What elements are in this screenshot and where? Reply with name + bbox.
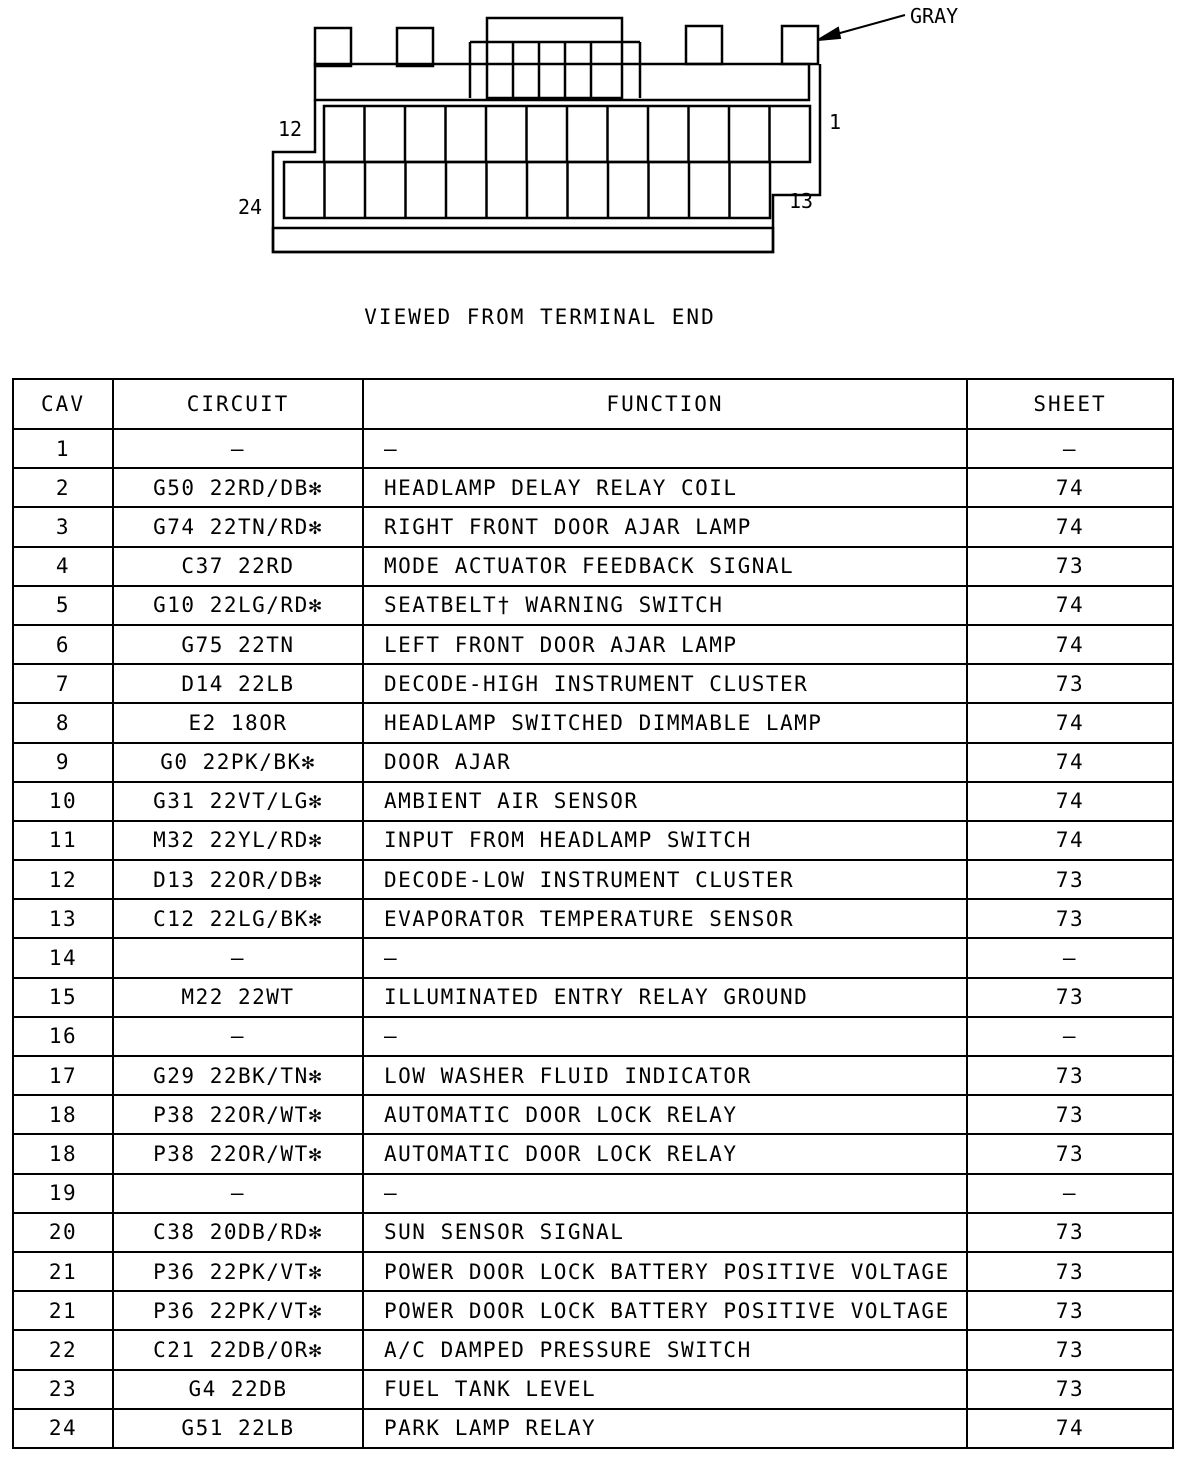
function-cell: — [363, 429, 967, 468]
table-row [13, 664, 1173, 703]
function-cell: DECODE-LOW INSTRUMENT CLUSTER [363, 860, 967, 899]
table-row [13, 1134, 1173, 1173]
circuit-cell: G31 22VT/LG✻ [113, 782, 363, 821]
table-row [13, 547, 1173, 586]
cav-cell: 20 [13, 1213, 113, 1252]
circuit-cell: G29 22BK/TN✻ [113, 1056, 363, 1095]
circuit-cell: G10 22LG/RD✻ [113, 586, 363, 625]
table-row [13, 1095, 1173, 1134]
circuit-cell: C12 22LG/BK✻ [113, 899, 363, 938]
cav-cell: 21 [13, 1291, 113, 1330]
circuit-cell: — [113, 429, 363, 468]
cav-cell: 11 [13, 821, 113, 860]
housing-outline [273, 64, 820, 252]
sheet-cell: 74 [967, 743, 1173, 782]
function-cell: HEADLAMP SWITCHED DIMMABLE LAMP [363, 703, 967, 742]
sheet-cell: 73 [967, 1213, 1173, 1252]
pinout-table [12, 378, 1174, 1449]
cav-cell: 16 [13, 1017, 113, 1056]
function-cell: AUTOMATIC DOOR LOCK RELAY [363, 1134, 967, 1173]
circuit-cell: P38 22OR/WT✻ [113, 1095, 363, 1134]
cav-cell: 17 [13, 1056, 113, 1095]
cav-cell: 10 [13, 782, 113, 821]
circuit-cell: G50 22RD/DB✻ [113, 468, 363, 507]
table-header-row [13, 379, 1173, 429]
circuit-cell: G74 22TN/RD✻ [113, 507, 363, 546]
table-row [13, 1330, 1173, 1369]
table-row [13, 821, 1173, 860]
table-row [13, 429, 1173, 468]
circuit-cell: G51 22LB [113, 1409, 363, 1448]
table-row [13, 978, 1173, 1017]
table-row [13, 1174, 1173, 1213]
function-cell: — [363, 938, 967, 977]
function-cell: POWER DOOR LOCK BATTERY POSITIVE VOLTAGE [363, 1291, 967, 1330]
pin-label-12: 12 [278, 117, 303, 141]
header-function: FUNCTION [363, 379, 967, 429]
circuit-cell: C21 22DB/OR✻ [113, 1330, 363, 1369]
cav-cell: 12 [13, 860, 113, 899]
housing-top [315, 64, 809, 100]
circuit-cell: P36 22PK/VT✻ [113, 1291, 363, 1330]
function-cell: DECODE-HIGH INSTRUMENT CLUSTER [363, 664, 967, 703]
sheet-cell: 73 [967, 1291, 1173, 1330]
circuit-cell: G4 22DB [113, 1370, 363, 1409]
table-row [13, 1056, 1173, 1095]
circuit-cell: E2 18OR [113, 703, 363, 742]
circuit-cell: — [113, 1174, 363, 1213]
cav-cell: 3 [13, 507, 113, 546]
circuit-cell: P36 22PK/VT✻ [113, 1252, 363, 1291]
sheet-cell: 73 [967, 547, 1173, 586]
sheet-cell: 73 [967, 1095, 1173, 1134]
circuit-cell: C37 22RD [113, 547, 363, 586]
sheet-cell: — [967, 1174, 1173, 1213]
cav-cell: 21 [13, 1252, 113, 1291]
circuit-cell: P38 22OR/WT✻ [113, 1134, 363, 1173]
function-cell: RIGHT FRONT DOOR AJAR LAMP [363, 507, 967, 546]
cav-cell: 24 [13, 1409, 113, 1448]
sheet-cell: 74 [967, 1409, 1173, 1448]
function-cell: — [363, 1174, 967, 1213]
pin-label-13: 13 [789, 189, 814, 213]
function-cell: INPUT FROM HEADLAMP SWITCH [363, 821, 967, 860]
circuit-cell: D14 22LB [113, 664, 363, 703]
sheet-cell: 73 [967, 860, 1173, 899]
cav-cell: 4 [13, 547, 113, 586]
function-cell: HEADLAMP DELAY RELAY COIL [363, 468, 967, 507]
header-cav: CAV [13, 379, 113, 429]
function-cell: EVAPORATOR TEMPERATURE SENSOR [363, 899, 967, 938]
function-cell: DOOR AJAR [363, 743, 967, 782]
function-cell: SUN SENSOR SIGNAL [363, 1213, 967, 1252]
sheet-cell: 74 [967, 782, 1173, 821]
table-row [13, 1017, 1173, 1056]
table-row [13, 1409, 1173, 1448]
function-cell: LOW WASHER FLUID INDICATOR [363, 1056, 967, 1095]
sheet-cell: 74 [967, 586, 1173, 625]
latch-tab [686, 26, 722, 64]
latch-tab [315, 28, 351, 66]
cav-cell: 13 [13, 899, 113, 938]
cav-cell: 19 [13, 1174, 113, 1213]
sheet-cell: 73 [967, 1134, 1173, 1173]
sheet-cell: 74 [967, 703, 1173, 742]
sheet-cell: 73 [967, 1370, 1173, 1409]
cav-cell: 18 [13, 1134, 113, 1173]
pin-label-24: 24 [238, 195, 263, 219]
connector-diagram [0, 0, 1184, 300]
header-sheet: SHEET [967, 379, 1173, 429]
circuit-cell: C38 20DB/RD✻ [113, 1213, 363, 1252]
table-row [13, 1213, 1173, 1252]
sheet-cell: 74 [967, 821, 1173, 860]
function-cell: FUEL TANK LEVEL [363, 1370, 967, 1409]
function-cell: MODE ACTUATOR FEEDBACK SIGNAL [363, 547, 967, 586]
table-row [13, 1370, 1173, 1409]
cav-cell: 5 [13, 586, 113, 625]
function-cell: SEATBELT† WARNING SWITCH [363, 586, 967, 625]
table-row [13, 625, 1173, 664]
circuit-cell: — [113, 938, 363, 977]
center-lock [487, 18, 622, 98]
table-row [13, 1252, 1173, 1291]
function-cell: LEFT FRONT DOOR AJAR LAMP [363, 625, 967, 664]
table-row [13, 782, 1173, 821]
circuit-cell: — [113, 1017, 363, 1056]
circuit-cell: G0 22PK/BK✻ [113, 743, 363, 782]
cav-cell: 2 [13, 468, 113, 507]
function-cell: ILLUMINATED ENTRY RELAY GROUND [363, 978, 967, 1017]
cav-cell: 18 [13, 1095, 113, 1134]
cav-cell: 7 [13, 664, 113, 703]
function-cell: POWER DOOR LOCK BATTERY POSITIVE VOLTAGE [363, 1252, 967, 1291]
sheet-cell: 73 [967, 1330, 1173, 1369]
pin-label-1: 1 [829, 110, 842, 134]
cav-cell: 8 [13, 703, 113, 742]
latch-tab [782, 26, 818, 64]
cav-cell: 15 [13, 978, 113, 1017]
sheet-cell: — [967, 429, 1173, 468]
table-body [13, 429, 1173, 1448]
circuit-cell: G75 22TN [113, 625, 363, 664]
sheet-cell: — [967, 938, 1173, 977]
table-row [13, 743, 1173, 782]
sheet-cell: 73 [967, 664, 1173, 703]
function-cell: A/C DAMPED PRESSURE SWITCH [363, 1330, 967, 1369]
function-cell: AMBIENT AIR SENSOR [363, 782, 967, 821]
table-row [13, 938, 1173, 977]
function-cell: AUTOMATIC DOOR LOCK RELAY [363, 1095, 967, 1134]
table-row [13, 703, 1173, 742]
sheet-cell: 73 [967, 978, 1173, 1017]
latch-tab [397, 28, 433, 66]
color-label: GRAY [910, 4, 959, 28]
arrow-icon [818, 28, 840, 40]
circuit-cell: M22 22WT [113, 978, 363, 1017]
function-cell: — [363, 1017, 967, 1056]
cav-cell: 1 [13, 429, 113, 468]
table-row [13, 899, 1173, 938]
sheet-cell: 74 [967, 625, 1173, 664]
function-cell: PARK LAMP RELAY [363, 1409, 967, 1448]
sheet-cell: 73 [967, 1252, 1173, 1291]
cav-cell: 9 [13, 743, 113, 782]
table-row [13, 586, 1173, 625]
sheet-cell: 74 [967, 468, 1173, 507]
diagram-caption: VIEWED FROM TERMINAL END [364, 305, 716, 329]
sheet-cell: — [967, 1017, 1173, 1056]
cav-cell: 23 [13, 1370, 113, 1409]
sheet-cell: 73 [967, 899, 1173, 938]
header-circuit: CIRCUIT [113, 379, 363, 429]
table-row [13, 507, 1173, 546]
table-row [13, 860, 1173, 899]
cav-cell: 6 [13, 625, 113, 664]
circuit-cell: M32 22YL/RD✻ [113, 821, 363, 860]
circuit-cell: D13 22OR/DB✻ [113, 860, 363, 899]
table-row [13, 468, 1173, 507]
cav-cell: 14 [13, 938, 113, 977]
sheet-cell: 73 [967, 1056, 1173, 1095]
cav-cell: 22 [13, 1330, 113, 1369]
table-row [13, 1291, 1173, 1330]
sheet-cell: 74 [967, 507, 1173, 546]
